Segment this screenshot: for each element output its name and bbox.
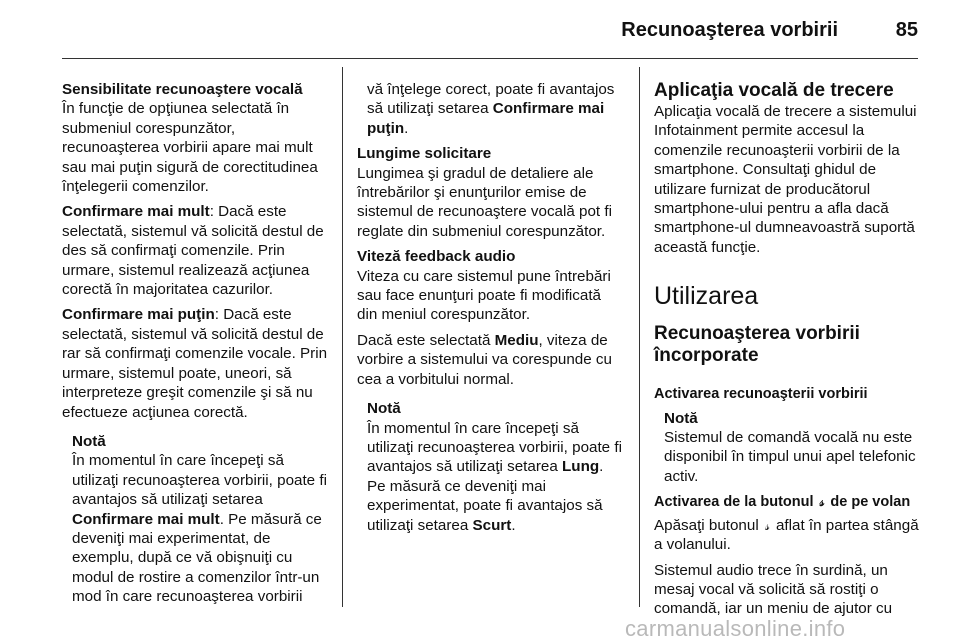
speed-text-2: Dacă este selectată Mediu, viteza de vorbire a sistemului va corespunde cu cea a vorbitului normal. — [357, 331, 612, 388]
passthru-text: Aplicaţia vocală de trecere a sistemului Infotainment permite accesul la comenzile recunoaşterii vorbirii de la smartphone. Consultaţi ghidul de utilizare furnizat de producătorul smartphone-ului pentru a afla dacă smartphone-ul dumneavoastră suportă această funcţie. — [654, 103, 917, 256]
note-continuation: vă înţelege corect, poate fi avantajos să utilizaţi setarea Confirmare mai puţin. — [367, 81, 615, 137]
activate-heading: Activarea recunoaşterii vorbirii — [654, 386, 868, 403]
confirm-more-paragraph — [62, 202, 330, 299]
column-divider-1 — [342, 67, 343, 607]
column-3 — [654, 80, 924, 625]
usage-heading: Utilizarea — [654, 282, 759, 311]
watermark: carmanualsonline.info — [625, 616, 846, 641]
page-header — [62, 0, 918, 60]
page-title: Recunoaşterea vorbirii — [621, 19, 838, 41]
prompt-length-text: Lungimea şi gradul de detaliere ale întrebărilor şi enunţurilor emise de sistemul de recunoaştere vocală pot fi reglate din submeniul corespunzător. — [357, 164, 612, 240]
speed-heading: Viteză feedback audio — [357, 248, 516, 266]
column-1 — [62, 80, 330, 613]
note-box-3 — [654, 409, 924, 487]
page-number: 85 — [895, 19, 918, 41]
confirm-more-text: : Dacă este selectată, sistemul vă solicită destul de des să confirmaţi comenzile. Prin urmare, sistemul realizează acţiunea corectă în majoritatea cazurilor. — [62, 203, 324, 299]
voice-command-icon: 𝓈 — [764, 517, 770, 533]
prompt-length-heading: Lungime solicitare — [357, 145, 492, 163]
note-box-1 — [62, 432, 330, 607]
note-text: În momentul în care începeţi să utilizaţi recunoaşterea vorbirii, poate fi avantajos să utilizaţi setarea Lung. Pe măsură ce deveniţi mai experimentat, poate fi avantajos să utilizaţi setarea Scurt. — [367, 419, 622, 534]
column-2 — [357, 80, 625, 541]
confirm-less-text: : Dacă este selectată, sistemul vă solicită destul de rar să confirmaţi comenzile vocale. Prin urmare, sistemul poate, uneori, să interpreteze greşit comenzile şi să nu efectueze acţiunea corectă. — [62, 306, 328, 421]
note-box-2 — [357, 399, 625, 535]
note-title: Notă — [72, 432, 106, 450]
builtin-heading: Recunoaşterea vorbirii încorporate — [654, 323, 860, 367]
passthru-heading: Aplicaţia vocală de trecere — [654, 80, 894, 101]
note-title: Notă — [664, 409, 698, 427]
column-divider-2 — [639, 67, 640, 607]
button-heading: Activarea de la butonul 𝓈 de pe volan — [654, 494, 911, 511]
speed-text: Viteza cu care sistemul pune întrebări sau face enunţuri poate fi modificată din meniul corespunzător. — [357, 267, 611, 324]
press-text: Apăsaţi butonul 𝓈 aflat în partea stângă a volanului. — [654, 516, 919, 554]
confirm-less-paragraph — [62, 305, 330, 421]
confirm-less-label: Confirmare mai puţin — [62, 306, 215, 324]
note-text: Sistemul de comandă vocală nu este disponibil în timpul unui apel telefonic activ. — [664, 429, 916, 485]
confirm-more-label: Confirmare mai mult — [62, 203, 210, 221]
voice-command-icon: 𝓈 — [819, 494, 825, 510]
note-text: În momentul în care începeţi să utilizaţi recunoaşterea vorbirii, poate fi avantajos să utilizaţi setarea Confirmare mai mult. Pe măsură ce deveniţi mai experimentat, de exemplu, după ce vă obişnuiţi cu modul de rostire a comenzilor într-un mod în care recunoaşterea vorbirii — [72, 452, 327, 606]
sensitivity-heading: Sensibilitate recunoaştere vocală — [62, 81, 303, 98]
audio-text: Sistemul audio trece în surdină, un mesaj vocal vă solicită să rostiţi o comandă, iar un meniu de ajutor cu — [654, 561, 893, 618]
note-title: Notă — [367, 400, 401, 418]
header-divider — [62, 58, 918, 59]
sensitivity-text: În funcţie de opţiunea selectată în submeniul corespunzător, recunoaşterea vorbirii apare mai mult sau mai puţin sigură de corectitudinea înţelegerii comenzilor. — [62, 100, 318, 196]
